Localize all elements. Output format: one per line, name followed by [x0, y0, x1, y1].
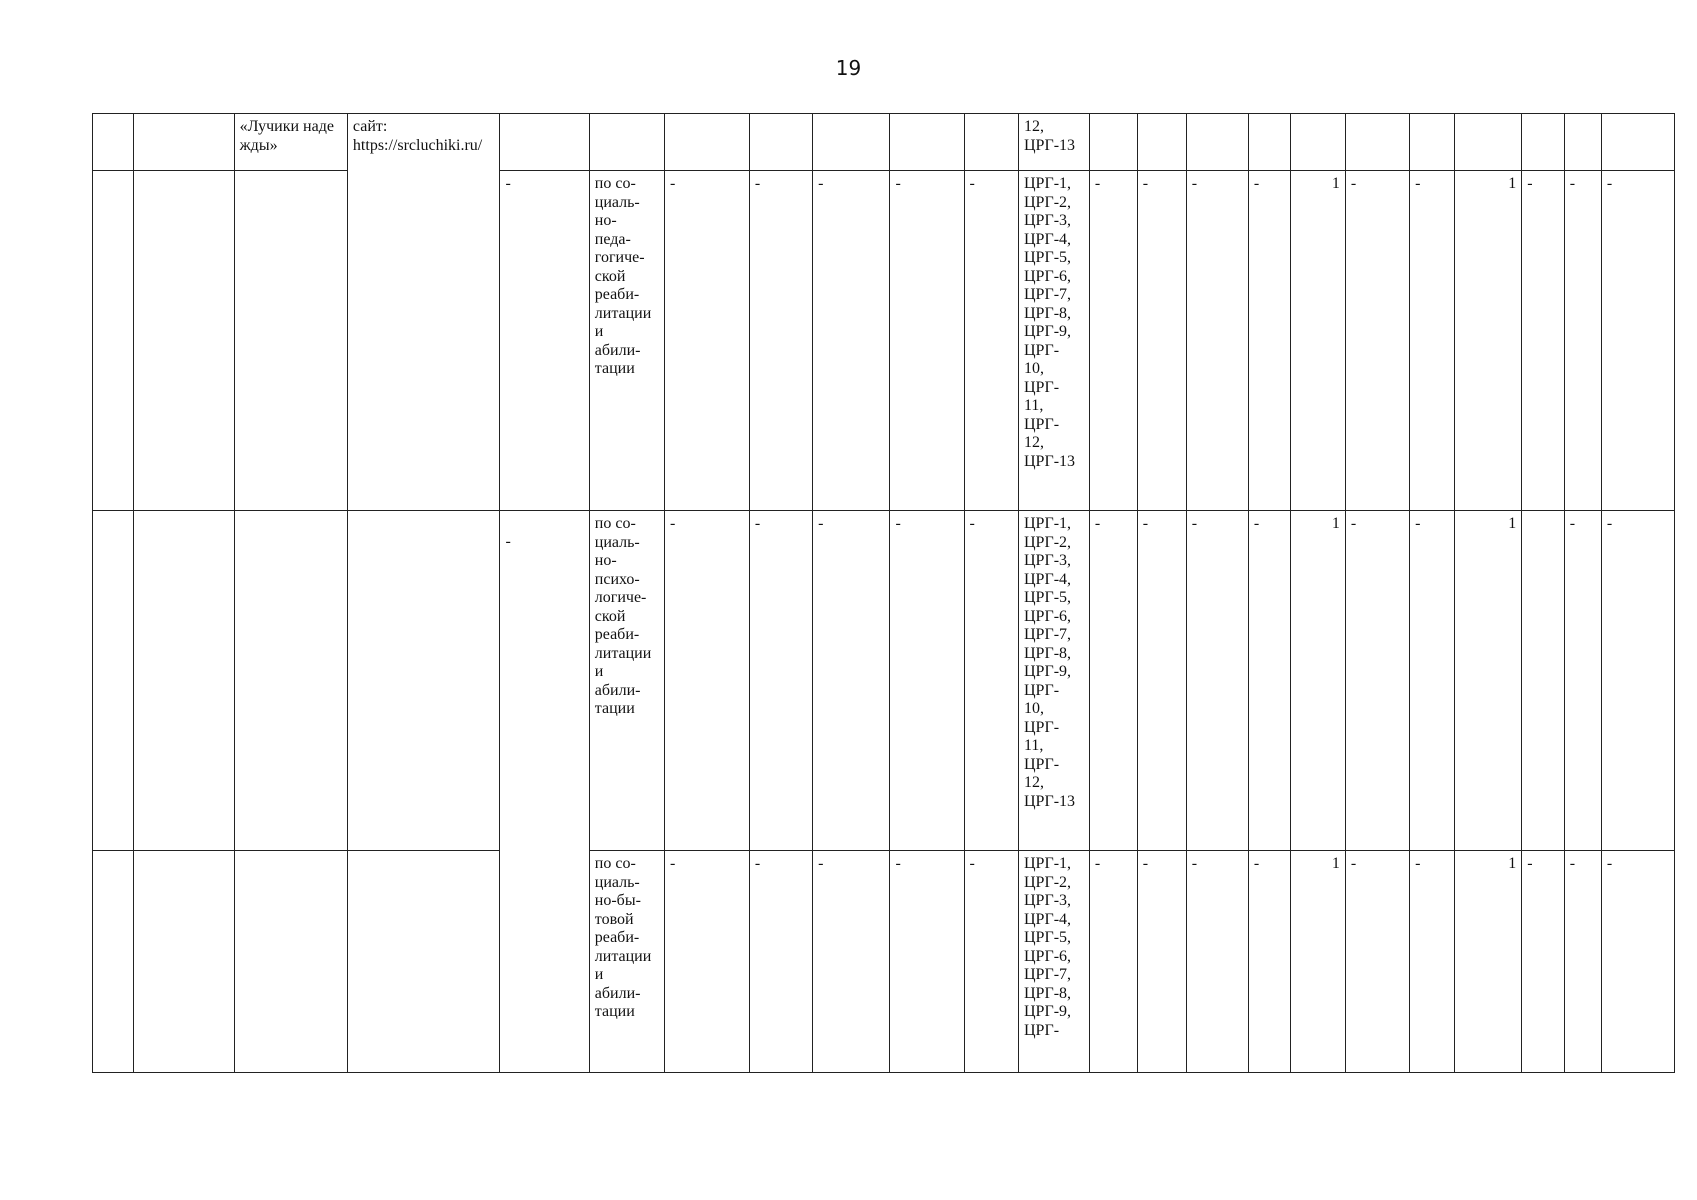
table-row: по со- циаль- но-бы- товой реаби- литации и абили- тации - - - - - ЦРГ-1, ЦРГ-2, ЦРГ-3, ЦРГ-4, ЦРГ-5, ЦРГ-6, ЦРГ-7, ЦРГ-8, ЦРГ-9, ЦРГ- - - - - 1 - - 1 - - - — [93, 851, 1675, 1073]
row-number-cell — [93, 114, 134, 171]
table-row — [93, 114, 1675, 171]
region-cell — [134, 114, 234, 171]
site-url: https://srcluchiki.ru/ — [352, 136, 483, 154]
table-row: - по со- циаль- но- психо- логиче- ской реаби- литации и абили- тации - - - - - ЦРГ-1, ЦРГ-2, ЦРГ-3, ЦРГ-4, ЦРГ-5, ЦРГ-6, ЦРГ-7, ЦРГ-8, ЦРГ-9, ЦРГ- 10, ЦРГ- 11, ЦРГ- 12, ЦРГ-13 - - - - 1 - - 1 - - — [93, 511, 1675, 851]
service-name-cell: по со- циаль- но-бы- товой реаби- литации и абили- тации — [589, 851, 664, 1073]
organization-site-cell — [347, 114, 500, 511]
codes-cell: ЦРГ-1, ЦРГ-2, ЦРГ-3, ЦРГ-4, ЦРГ-5, ЦРГ-6, ЦРГ-7, ЦРГ-8, ЦРГ-9, ЦРГ- 10, ЦРГ- 11, ЦРГ- 12, ЦРГ-13 — [1019, 511, 1090, 851]
organization-name-cell: «Лучики надежды» — [234, 114, 347, 171]
page-number: 19 — [835, 56, 862, 80]
codes-cell: ЦРГ-1, ЦРГ-2, ЦРГ-3, ЦРГ-4, ЦРГ-5, ЦРГ-6, ЦРГ-7, ЦРГ-8, ЦРГ-9, ЦРГ- — [1019, 851, 1090, 1073]
table-row: - по со- циаль- но- педа- гогиче- ской реаби- литации и абили- тации - - - - - ЦРГ-1, ЦРГ-2, ЦРГ-3, ЦРГ-4, ЦРГ-5, ЦРГ-6, ЦРГ-7, ЦРГ-8, ЦРГ-9, ЦРГ- 10, ЦРГ- 11, ЦРГ- 12, ЦРГ-13 - - - - 1 - - 1 - - - — [93, 171, 1675, 511]
site-label: сайт: — [352, 118, 388, 135]
service-name-cell: по со- циаль- но- психо- логиче- ской реаби- литации и абили- тации — [589, 511, 664, 851]
service-name-cell: по со- циаль- но- педа- гогиче- ской реаби- литации и абили- тации — [589, 171, 664, 511]
services-table — [92, 113, 1675, 1073]
codes-cell: ЦРГ-1, ЦРГ-2, ЦРГ-3, ЦРГ-4, ЦРГ-5, ЦРГ-6, ЦРГ-7, ЦРГ-8, ЦРГ-9, ЦРГ- 10, ЦРГ- 11, ЦРГ- 12, ЦРГ-13 — [1019, 171, 1090, 511]
codes-cell: 12, ЦРГ-13 — [1019, 114, 1090, 171]
